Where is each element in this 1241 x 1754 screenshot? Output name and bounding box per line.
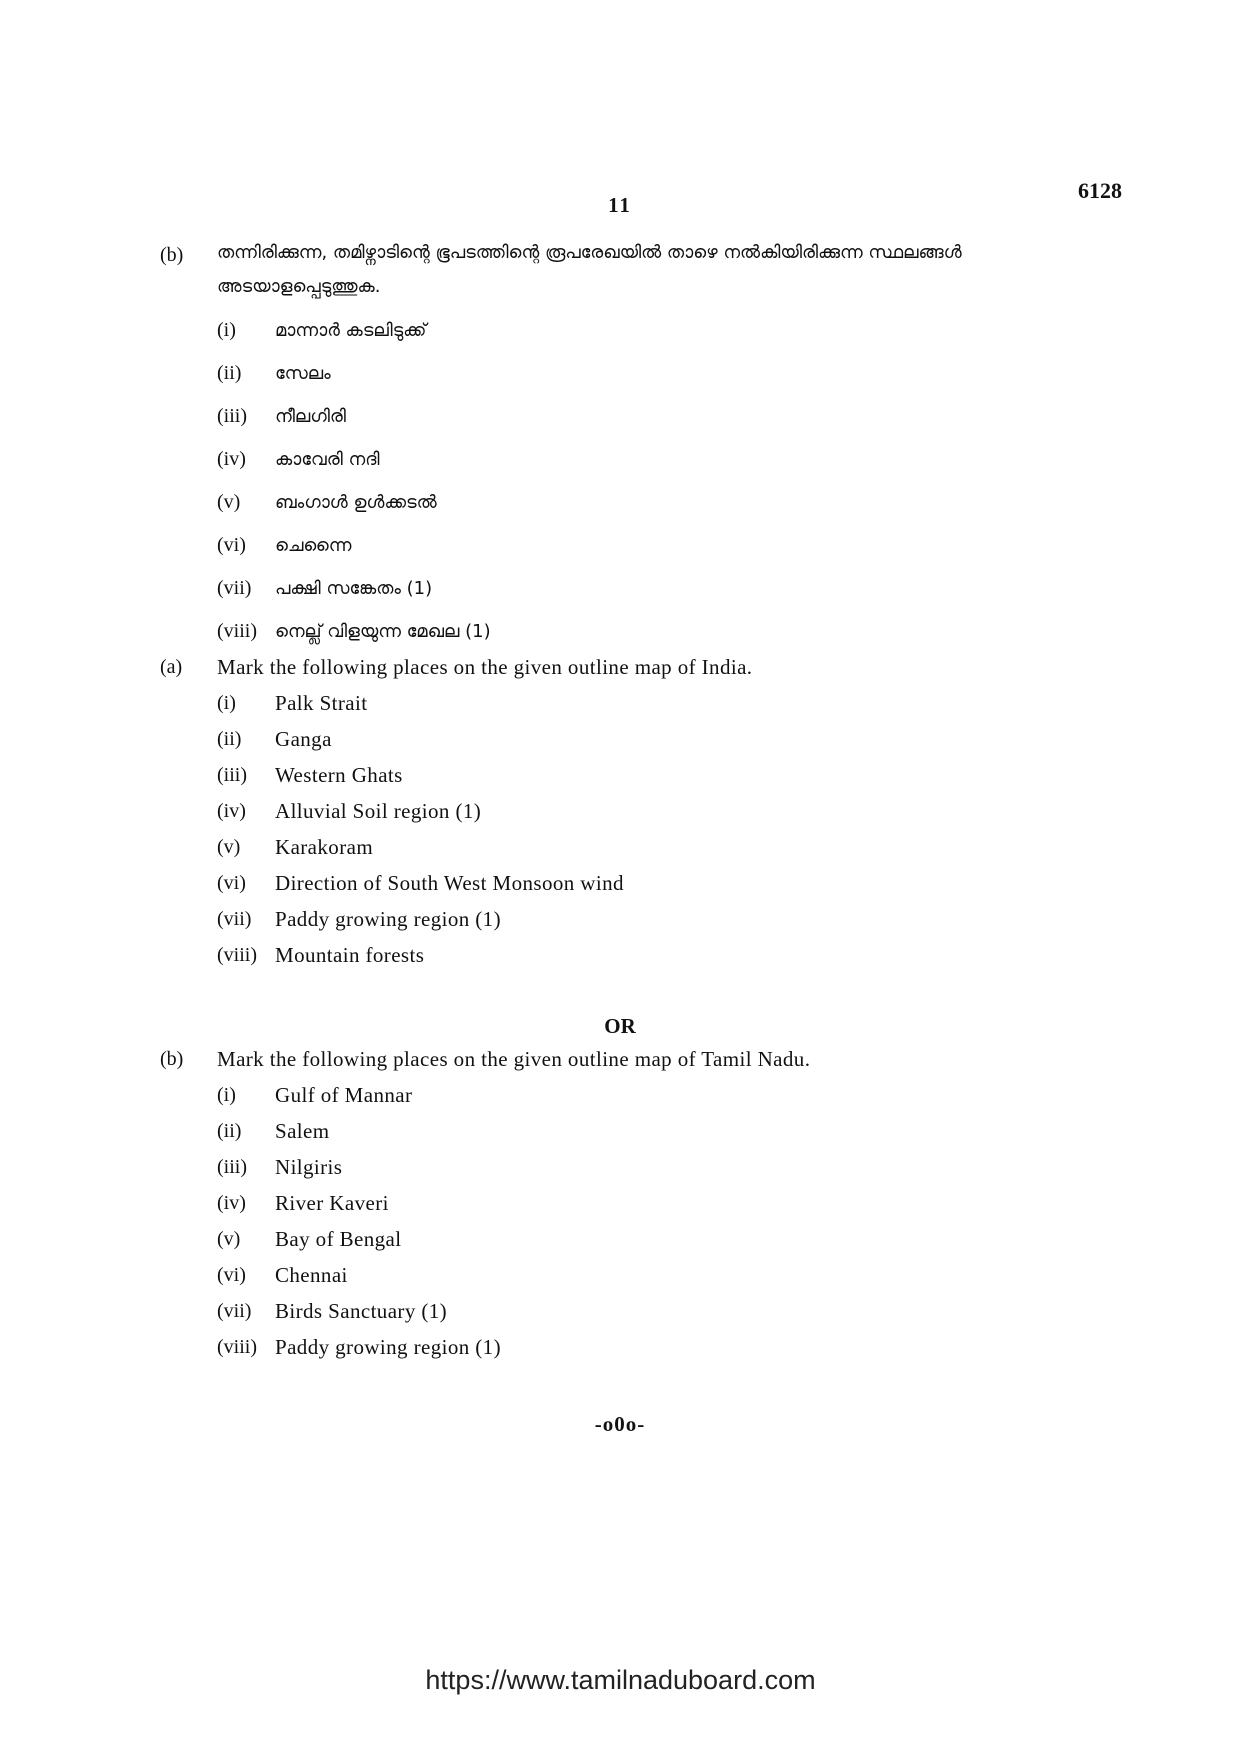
question-a-item xyxy=(217,868,624,898)
item-number: (i) xyxy=(217,318,236,341)
item-text: പക്ഷി സങ്കേതം (1) xyxy=(275,577,433,599)
item-text: Alluvial Soil region (1) xyxy=(275,798,482,823)
item-number: (viii) xyxy=(217,943,257,966)
malayalam-question-label: (b) xyxy=(160,244,184,266)
question-a-item xyxy=(217,940,424,970)
question-b-item xyxy=(217,1332,501,1362)
item-number: (vii) xyxy=(217,1299,252,1322)
question-a-item xyxy=(217,904,501,934)
question-a-item xyxy=(217,688,367,718)
item-text: Mountain forests xyxy=(275,942,425,967)
item-text: River Kaveri xyxy=(275,1190,389,1215)
question-b-item xyxy=(217,1116,330,1146)
question-a-item xyxy=(217,724,332,754)
item-number: (iv) xyxy=(217,799,246,822)
question-a-item xyxy=(217,760,403,790)
malayalam-question-text: തന്നിരിക്കുന്ന, തമിഴ്നാടിന്റെ ഭൂപടത്തിന്റെ രൂപരേഖയിൽ താഴെ നൽകിയിരിക്കുന്ന സ്ഥലങ്ങൾ അടയാളപ്പെടുത്തുക. xyxy=(217,242,962,297)
item-number: (ii) xyxy=(217,727,242,750)
malayalam-item xyxy=(217,487,437,517)
end-of-paper-mark: -o0o- xyxy=(594,1412,646,1436)
item-number: (iii) xyxy=(217,1155,247,1178)
footer-url[interactable]: https://www.tamilnaduboard.com xyxy=(425,1665,816,1695)
question-b-label: (b) xyxy=(160,1048,184,1070)
item-text: Palk Strait xyxy=(275,690,368,715)
malayalam-item xyxy=(217,616,491,646)
item-number: (vi) xyxy=(217,1263,246,1286)
item-text: മാന്നാർ കടലിടുക്ക് xyxy=(275,319,427,341)
item-text: Birds Sanctuary (1) xyxy=(275,1298,448,1323)
item-number: (vi) xyxy=(217,871,246,894)
item-text: ചെന്നൈ xyxy=(275,534,352,556)
malayalam-item xyxy=(217,358,331,388)
malayalam-item xyxy=(217,401,346,431)
question-b-item xyxy=(217,1296,447,1326)
item-number: (v) xyxy=(217,1227,241,1250)
item-text: സേലം xyxy=(275,362,331,384)
item-text: നെല്ല് വിളയുന്ന മേഖല (1) xyxy=(275,620,491,642)
item-text: Karakoram xyxy=(275,834,374,859)
item-number: (ii) xyxy=(217,361,242,384)
or-separator: OR xyxy=(604,1014,636,1038)
item-text: Salem xyxy=(275,1118,330,1143)
item-number: (iii) xyxy=(217,763,247,786)
item-number: (v) xyxy=(217,835,241,858)
question-paper-code: 6128 xyxy=(1078,178,1122,203)
item-number: (viii) xyxy=(217,1335,257,1358)
question-a-text: Mark the following places on the given outline map of India. xyxy=(217,655,753,679)
item-text: Direction of South West Monsoon wind xyxy=(275,870,624,895)
item-text: Nilgiris xyxy=(275,1154,343,1179)
item-number: (iv) xyxy=(217,1191,246,1214)
question-a-item xyxy=(217,796,481,826)
item-number: (i) xyxy=(217,1083,236,1106)
item-number: (vii) xyxy=(217,576,252,599)
item-number: (iv) xyxy=(217,447,246,470)
item-text: ബംഗാൾ ഉൾക്കടൽ xyxy=(275,491,437,513)
malayalam-item xyxy=(217,573,432,603)
item-text: കാവേരി നദി xyxy=(275,448,380,470)
item-number: (i) xyxy=(217,691,236,714)
item-text: നീലഗിരി xyxy=(275,405,346,427)
question-b-item xyxy=(217,1260,348,1290)
malayalam-item xyxy=(217,530,351,560)
item-text: Bay of Bengal xyxy=(275,1226,402,1251)
item-text: Ganga xyxy=(275,726,332,751)
item-number: (vi) xyxy=(217,533,246,556)
question-b-item xyxy=(217,1188,389,1218)
item-text: Western Ghats xyxy=(275,762,403,787)
item-text: Chennai xyxy=(275,1262,348,1287)
item-number: (viii) xyxy=(217,619,257,642)
item-text: Paddy growing region (1) xyxy=(275,906,501,931)
malayalam-item xyxy=(217,315,426,345)
item-number: (v) xyxy=(217,490,241,513)
question-a-label: (a) xyxy=(160,656,183,678)
question-b-item xyxy=(217,1224,402,1254)
page-number: 11 xyxy=(608,193,632,217)
question-b-item xyxy=(217,1080,412,1110)
item-number: (ii) xyxy=(217,1119,242,1142)
question-b-text: Mark the following places on the given outline map of Tamil Nadu. xyxy=(217,1047,811,1071)
item-text: Paddy growing region (1) xyxy=(275,1334,501,1359)
item-number: (iii) xyxy=(217,404,247,427)
item-number: (vii) xyxy=(217,907,252,930)
question-b-item xyxy=(217,1152,342,1182)
item-text: Gulf of Mannar xyxy=(275,1082,413,1107)
malayalam-item xyxy=(217,444,380,474)
question-a-item xyxy=(217,832,373,862)
